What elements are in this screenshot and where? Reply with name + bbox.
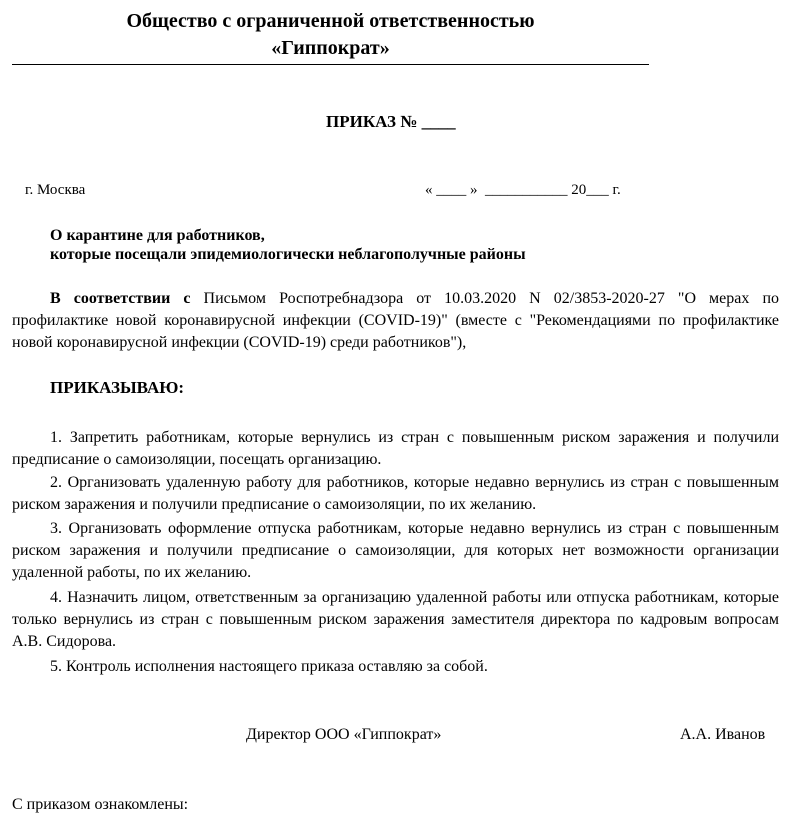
- signatory-position: Директор ООО «Гиппократ»: [246, 726, 442, 743]
- organization-name: Общество с ограниченной ответственностью: [126, 10, 535, 32]
- order-item: [12, 656, 779, 678]
- organization-quoted-name: «Гиппократ»: [271, 37, 390, 59]
- subject-line-2: которые посещали эпидемиологически неблагополучные районы: [50, 246, 526, 263]
- order-date: « ____ » ___________ 20___ г.: [425, 182, 621, 198]
- basis-paragraph: [12, 288, 779, 354]
- signatory-name: А.А. Иванов: [680, 726, 766, 743]
- order-item-text: 3. Организовать оформление отпуска работникам, которые недавно вернулись из стран с повышенным риском заражения и получили предписание о самоизоляции, для которых нет возможности организации удаленной работы, по их желанию.: [12, 520, 779, 581]
- header-divider: [12, 64, 649, 65]
- order-item-text: 1. Запретить работникам, которые вернулись из стран с повышенным риском заражения и получили предписание о самоизоляции, посещать организацию.: [12, 429, 779, 468]
- order-item: [12, 427, 779, 471]
- order-item: [12, 472, 779, 516]
- order-item: [12, 518, 779, 584]
- order-item-text: 5. Контроль исполнения настоящего приказа оставляю за собой.: [50, 658, 488, 675]
- order-city: г. Москва: [25, 182, 86, 198]
- basis-text: Письмом Роспотребнадзора от 10.03.2020 N 02/3853-2020-27 "О мерах по профилактике новой коронавирусной инфекции (COVID-19)" (вместе с "Рекомендациями по профилактике новой коронавирусной инфекции (COVID-19) среди работников"),: [12, 290, 780, 351]
- order-title: ПРИКАЗ № ____: [326, 112, 456, 131]
- basis-lead: В соответствии с: [50, 290, 191, 307]
- subject-line-1: О карантине для работников,: [50, 227, 265, 244]
- order-item-text: 2. Организовать удаленную работу для работников, которые недавно вернулись из стран с повышенным риском заражения и получили предписание о самоизоляции, по их желанию.: [12, 474, 779, 513]
- order-directive-heading: ПРИКАЗЫВАЮ:: [50, 378, 185, 397]
- order-item-text: 4. Назначить лицом, ответственным за организацию удаленной работы или отпуска работникам, которые только вернулись из стран с повышенным риском заражения заместителя директора по кадровым вопросам А.В. Сидорова.: [12, 589, 779, 650]
- order-item: [12, 587, 779, 653]
- acknowledgement-label: С приказом ознакомлены:: [12, 796, 189, 813]
- order-subject: [50, 226, 526, 264]
